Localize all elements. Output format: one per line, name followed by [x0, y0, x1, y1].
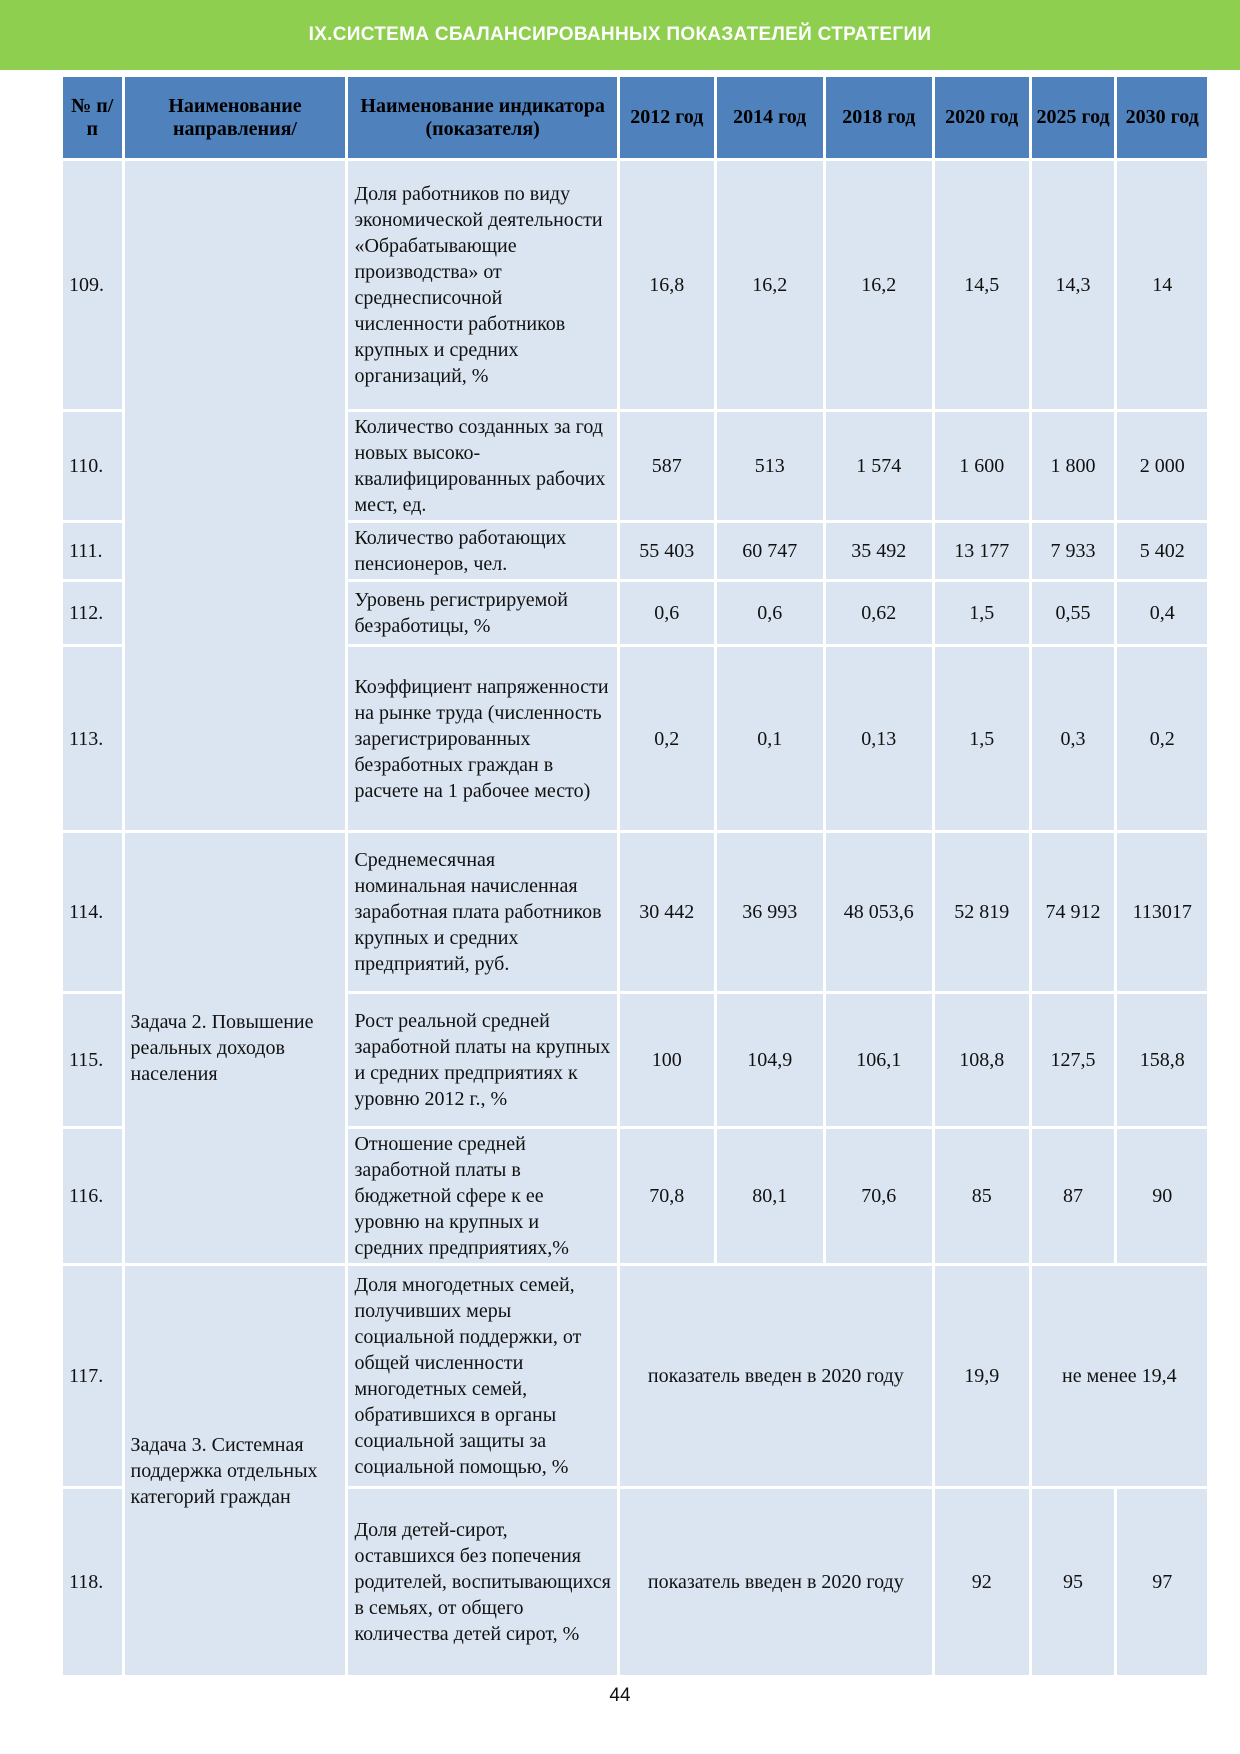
value-2030: 90: [1117, 1129, 1207, 1263]
header-num: № п/п: [63, 77, 122, 158]
value-2014: 80,1: [717, 1129, 823, 1263]
indicator-name: Доля работников по виду экономической деятельности «Обрабатывающие производства» от среднесписочной численности работников крупных и средних организаций, %: [348, 161, 616, 409]
value-2020: 108,8: [935, 994, 1029, 1126]
value-2012: 0,2: [620, 647, 714, 830]
introduced-note: показатель введен в 2020 году: [620, 1266, 932, 1486]
value-2012: 587: [620, 412, 714, 520]
value-2030: 0,4: [1117, 582, 1207, 644]
row-number: 110.: [63, 412, 122, 520]
header-2020: 2020 год: [935, 77, 1029, 158]
value-2025: 87: [1032, 1129, 1115, 1263]
value-2030: 97: [1117, 1489, 1207, 1675]
value-2020: 19,9: [935, 1266, 1029, 1486]
header-direction: Наименование направления/: [125, 77, 346, 158]
value-2020: 1 600: [935, 412, 1029, 520]
indicators-table: [60, 74, 1210, 1678]
value-2025-2030: не менее 19,4: [1032, 1266, 1207, 1486]
value-2012: 16,8: [620, 161, 714, 409]
value-2020: 92: [935, 1489, 1029, 1675]
value-2025: 0,55: [1032, 582, 1115, 644]
value-2030: 0,2: [1117, 647, 1207, 830]
value-2018: 70,6: [826, 1129, 932, 1263]
value-2025: 95: [1032, 1489, 1115, 1675]
row-number: 113.: [63, 647, 122, 830]
value-2025: 0,3: [1032, 647, 1115, 830]
value-2020: 85: [935, 1129, 1029, 1263]
header-2014: 2014 год: [717, 77, 823, 158]
section-title: IX.СИСТЕМА СБАЛАНСИРОВАННЫХ ПОКАЗАТЕЛЕЙ СТРАТЕГИИ: [308, 24, 932, 45]
value-2014: 36 993: [717, 833, 823, 991]
row-number: 112.: [63, 582, 122, 644]
header-2025: 2025 год: [1032, 77, 1115, 158]
indicator-name: Доля детей-сирот, оставшихся без попечения родителей, воспитывающихся в семьях, от общего количества детей сирот, %: [348, 1489, 616, 1675]
indicator-name: Отношение средней заработной платы в бюджетной сфере к ее уровню на крупных и средних предприятиях,%: [348, 1129, 616, 1263]
value-2020: 14,5: [935, 161, 1029, 409]
value-2018: 106,1: [826, 994, 932, 1126]
header-2012: 2012 год: [620, 77, 714, 158]
indicator-name: Среднемесячная номинальная начисленная заработная плата работников крупных и средних предприятий, руб.: [348, 833, 616, 991]
value-2018: 0,13: [826, 647, 932, 830]
page-number: 44: [609, 1685, 631, 1706]
direction-cell-empty: [125, 161, 346, 830]
row-number: 117.: [63, 1266, 122, 1486]
value-2025: 14,3: [1032, 161, 1115, 409]
value-2014: 513: [717, 412, 823, 520]
value-2018: 1 574: [826, 412, 932, 520]
row-number: 111.: [63, 523, 122, 579]
table-row: [63, 161, 1207, 409]
header-indicator: Наименование индикатора (показателя): [348, 77, 616, 158]
indicator-name: Доля многодетных семей, получивших меры социальной поддержки, от общей численности многодетных семей, обратившихся в органы социальной защиты за социальной помощью, %: [348, 1266, 616, 1486]
value-2012: 70,8: [620, 1129, 714, 1263]
value-2018: 16,2: [826, 161, 932, 409]
direction-task-2: Задача 2. Повышение реальных доходов населения: [125, 833, 346, 1263]
value-2020: 1,5: [935, 582, 1029, 644]
row-number: 116.: [63, 1129, 122, 1263]
header-2030: 2030 год: [1117, 77, 1207, 158]
indicator-name: Уровень регистрируемой безработицы, %: [348, 582, 616, 644]
value-2014: 0,6: [717, 582, 823, 644]
table-row: [63, 1266, 1207, 1486]
value-2012: 100: [620, 994, 714, 1126]
value-2030: 14: [1117, 161, 1207, 409]
value-2030: 158,8: [1117, 994, 1207, 1126]
value-2012: 30 442: [620, 833, 714, 991]
value-2025: 74 912: [1032, 833, 1115, 991]
value-2020: 52 819: [935, 833, 1029, 991]
value-2030: 2 000: [1117, 412, 1207, 520]
value-2020: 13 177: [935, 523, 1029, 579]
value-2025: 127,5: [1032, 994, 1115, 1126]
indicator-name: Коэффициент напряженности на рынке труда (численность зарегистрированных безработных граждан в расчете на 1 рабочее место): [348, 647, 616, 830]
value-2025: 7 933: [1032, 523, 1115, 579]
value-2030: 113017: [1117, 833, 1207, 991]
indicator-name: Рост реальной средней заработной платы на крупных и средних предприятиях к уровню 2012 г., %: [348, 994, 616, 1126]
value-2018: 0,62: [826, 582, 932, 644]
value-2014: 104,9: [717, 994, 823, 1126]
table-header-row: [63, 77, 1207, 158]
introduced-note: показатель введен в 2020 году: [620, 1489, 932, 1675]
direction-task-3: Задача 3. Системная поддержка отдельных категорий граждан: [125, 1266, 346, 1675]
value-2025: 1 800: [1032, 412, 1115, 520]
table-row: [63, 833, 1207, 991]
value-2018: 48 053,6: [826, 833, 932, 991]
row-number: 114.: [63, 833, 122, 991]
value-2020: 1,5: [935, 647, 1029, 830]
value-2014: 60 747: [717, 523, 823, 579]
header-2018: 2018 год: [826, 77, 932, 158]
indicator-name: Количество работающих пенсионеров, чел.: [348, 523, 616, 579]
value-2030: 5 402: [1117, 523, 1207, 579]
row-number: 109.: [63, 161, 122, 409]
row-number: 118.: [63, 1489, 122, 1675]
value-2012: 55 403: [620, 523, 714, 579]
value-2018: 35 492: [826, 523, 932, 579]
indicator-name: Количество созданных за год новых высоко-квалифицированных рабочих мест, ед.: [348, 412, 616, 520]
section-banner: [0, 0, 1240, 70]
value-2014: 0,1: [717, 647, 823, 830]
value-2014: 16,2: [717, 161, 823, 409]
row-number: 115.: [63, 994, 122, 1126]
value-2012: 0,6: [620, 582, 714, 644]
